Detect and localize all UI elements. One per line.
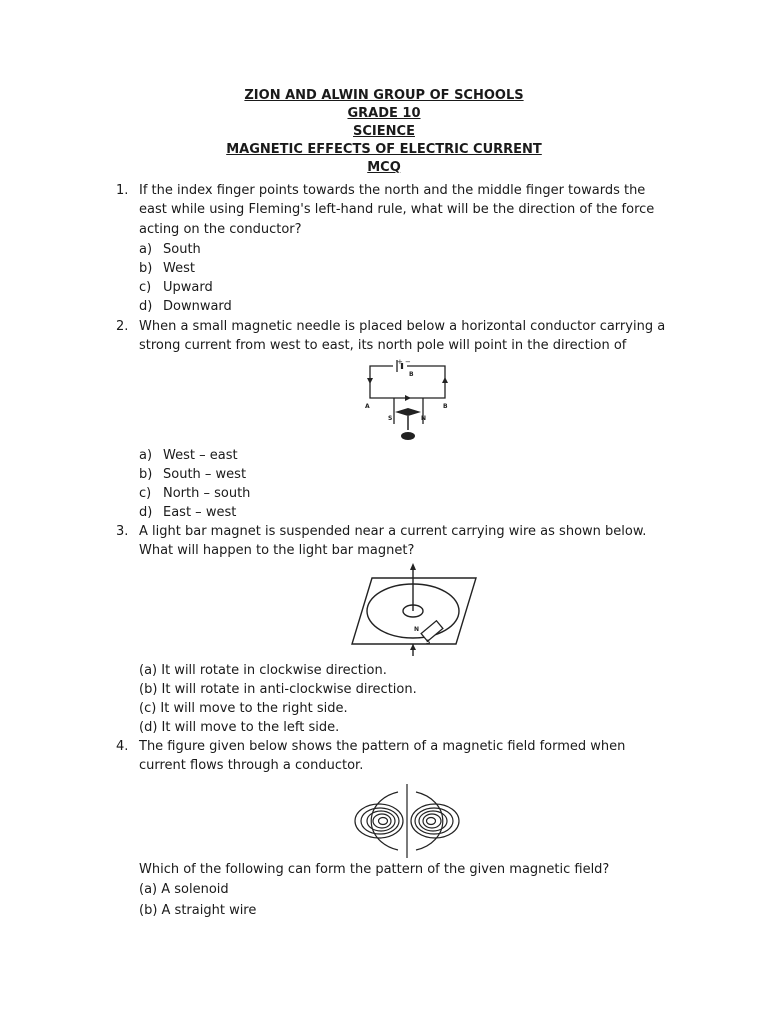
question-3 bbox=[116, 522, 676, 561]
svg-text:N: N bbox=[421, 415, 427, 422]
q2-option-d: d) East – west bbox=[139, 505, 237, 520]
q4-option-a: (a) A solenoid bbox=[139, 882, 229, 897]
question-number: 4. bbox=[116, 739, 129, 754]
svg-text:−: − bbox=[405, 358, 411, 366]
q1-option-b: b) West bbox=[139, 261, 195, 276]
q3-option-c: (c) It will move to the right side. bbox=[139, 701, 348, 716]
question-number: 3. bbox=[116, 524, 129, 539]
question-text: The figure given below shows the pattern of a magnetic field formed when current flows through a conductor. bbox=[139, 739, 626, 774]
question-type: MCQ bbox=[367, 160, 401, 175]
q2-option-b: b) South – west bbox=[139, 467, 247, 482]
circuit-needle-figure bbox=[355, 356, 460, 444]
q3-option-d: (d) It will move to the left side. bbox=[139, 720, 340, 735]
svg-text:S: S bbox=[426, 639, 431, 646]
school-name: ZION AND ALWIN GROUP OF SCHOOLS bbox=[244, 88, 524, 103]
question-2 bbox=[116, 317, 676, 356]
svg-text:B: B bbox=[443, 403, 448, 410]
question-text-line-1: A light bar magnet is suspended near a current carrying wire as shown below. bbox=[139, 524, 647, 539]
q2-option-c: c) North – south bbox=[139, 486, 251, 501]
q2-option-a: a) West – east bbox=[139, 448, 238, 463]
svg-text:B: B bbox=[409, 371, 414, 378]
q3-option-a: (a) It will rotate in clockwise direction. bbox=[139, 663, 387, 678]
svg-text:+: + bbox=[397, 358, 403, 366]
question-text-line-2: What will happen to the light bar magnet? bbox=[139, 543, 415, 559]
grade-label: GRADE 10 bbox=[347, 106, 421, 121]
svg-text:A: A bbox=[365, 403, 370, 410]
question-text: If the index finger points towards the north and the middle finger towards the east while using Fleming's left-hand rule, what will be the direction of the force acting on the conductor? bbox=[139, 183, 655, 237]
chapter-title: MAGNETIC EFFECTS OF ELECTRIC CURRENT bbox=[226, 142, 542, 157]
wire-magnet-figure bbox=[346, 560, 480, 662]
worksheet-header bbox=[0, 87, 768, 177]
question-1 bbox=[116, 181, 676, 239]
subject-label: SCIENCE bbox=[353, 124, 415, 139]
question-number: 1. bbox=[116, 183, 129, 198]
magnetic-field-pattern-figure bbox=[352, 782, 462, 860]
svg-text:S: S bbox=[388, 415, 393, 422]
q3-option-b: (b) It will rotate in anti-clockwise direction. bbox=[139, 682, 417, 697]
question-text: When a small magnetic needle is placed below a horizontal conductor carrying a strong current from west to east, its north pole will point in the direction of bbox=[139, 319, 666, 354]
q4-option-b: (b) A straight wire bbox=[139, 903, 257, 918]
question-4 bbox=[116, 737, 676, 776]
svg-text:N: N bbox=[414, 626, 420, 633]
q1-option-c: c) Upward bbox=[139, 280, 213, 295]
q1-option-d: d) Downward bbox=[139, 299, 232, 314]
q4-followup-text: Which of the following can form the pattern of the given magnetic field? bbox=[139, 862, 610, 877]
question-number: 2. bbox=[116, 319, 129, 334]
q1-option-a: a) South bbox=[139, 242, 201, 257]
